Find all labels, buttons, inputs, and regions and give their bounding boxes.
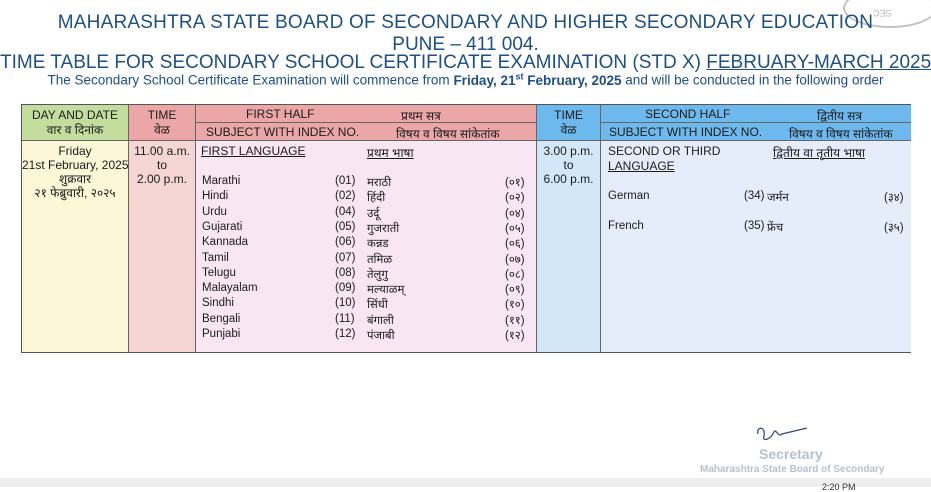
subject-code: (05) [335, 220, 356, 233]
subject-code: (11) [335, 312, 355, 325]
day-header [22, 105, 128, 141]
subject-code-mr: (११) [505, 314, 525, 327]
secretary-stamp: Secretary [759, 446, 823, 462]
date-mr: २१ फेब्रुवारी, २०२५ [34, 186, 116, 200]
subject-row [196, 297, 536, 312]
subject-code: (34) [744, 190, 765, 202]
subject-name: German [608, 190, 650, 202]
time1-header-mr: वेळ [154, 123, 170, 137]
day-column [22, 105, 129, 352]
first-half-sub-mr: विषय व विषय सांकेतांक [396, 127, 500, 141]
subject-name: Malayalam [202, 282, 258, 295]
second-half-sub-en: SUBJECT WITH INDEX NO. [609, 125, 763, 139]
time2-till: 6.00 p.m. [543, 172, 594, 186]
subject-code: (35) [744, 220, 765, 232]
day-header-en: DAY AND DATE [31, 108, 119, 122]
second-language-heading-en-2: LANGUAGE [608, 159, 675, 173]
subject-name-mr: जर्मन [767, 192, 789, 204]
subject-code: (01) [335, 175, 356, 187]
subject-row [196, 313, 536, 328]
first-half-column [196, 105, 537, 352]
first-half-title-mr: प्रथम सत्र [401, 109, 441, 123]
day-mr: शुक्रवार [58, 172, 92, 186]
exam-session: FEBRUARY-MARCH 2025 [706, 52, 931, 73]
subject-name: French [608, 220, 644, 232]
second-half-title-en: SECOND HALF [645, 107, 731, 121]
second-half-title-row [601, 105, 911, 123]
subject-row [196, 267, 536, 282]
subject-code: (06) [335, 236, 356, 249]
time1-header-en: TIME [147, 108, 177, 122]
first-language-heading-en: FIRST LANGUAGE [201, 144, 306, 158]
time1-till: 2.00 p.m. [136, 172, 188, 186]
subject-name: Punjabi [202, 328, 241, 340]
subject-code-mr: (१२) [505, 330, 525, 342]
subject-row [196, 221, 536, 236]
taskbar-clock[interactable]: 2:20 PM [822, 482, 856, 492]
second-language-heading-en-1: SECOND OR THIRD [608, 144, 721, 158]
subject-code-mr: (०२) [505, 192, 525, 205]
subject-row [196, 190, 536, 205]
subject-row [196, 236, 536, 251]
subject-code: (10) [335, 297, 356, 310]
subject-code: (12) [335, 328, 356, 340]
subject-name-mr: हिंदी [367, 192, 386, 205]
subject-name-mr: तमिळ [367, 253, 393, 266]
subject-name-mr: मराठी [367, 177, 392, 189]
note-sup: st [515, 71, 524, 81]
subject-code-mr: (०५) [505, 222, 525, 235]
subject-row [196, 328, 536, 343]
time2-cell [537, 144, 600, 186]
taskbar-strip [0, 478, 931, 492]
note-pre: The Secondary School Certificate Examination will commence from [47, 72, 454, 88]
subject-name-mr: फ्रेंच [767, 222, 784, 234]
subject-name-mr: गुजराती [367, 222, 400, 235]
second-half-title-mr: द्वितीय सत्र [817, 109, 862, 123]
subject-name: Telugu [202, 266, 236, 279]
time1-cell [129, 144, 195, 186]
secretary-signature [752, 422, 812, 446]
subject-row [601, 220, 911, 235]
subject-code: (08) [335, 266, 356, 279]
subject-name: Marathi [202, 175, 241, 187]
time2-header-en: TIME [554, 108, 583, 122]
subject-code: (07) [335, 251, 356, 264]
first-half-title-en: FIRST HALF [246, 107, 315, 121]
timetable [21, 104, 911, 353]
subject-code-mr: (०८) [505, 268, 525, 281]
subject-code-mr: (०४) [505, 207, 525, 220]
subject-name-mr: बंगाली [367, 314, 394, 327]
time1-from: 11.00 a.m. [134, 144, 190, 158]
time2-header [537, 105, 600, 141]
subject-row [196, 282, 536, 297]
date-en: 21st February, 2025 [22, 158, 129, 172]
note-day: Friday, 21 [453, 72, 516, 88]
subject-code-mr: (०१) [505, 177, 525, 189]
subject-row [196, 252, 536, 267]
subject-code-mr: (१०) [505, 299, 525, 312]
subject-name-mr: कन्नड [367, 238, 389, 251]
day-cell [22, 144, 128, 200]
subject-row [196, 175, 536, 190]
time2-to: to [563, 158, 574, 172]
subject-row [601, 190, 911, 205]
subject-name-mr: मल्याळम् [367, 284, 405, 297]
day-en: Friday [58, 144, 92, 158]
board-title: MAHARASHTRA STATE BOARD OF SECONDARY AND HIGHER SECONDARY EDUCATION [57, 12, 874, 33]
first-half-title-row [196, 105, 536, 123]
time2-from: 3.00 p.m. [543, 144, 594, 158]
second-half-column [601, 105, 911, 352]
commencement-note [0, 71, 931, 88]
subject-code-mr: (०७) [505, 253, 525, 266]
subject-name-mr: तेलुगु [367, 268, 388, 281]
subject-name: Bengali [202, 312, 241, 325]
note-date: February, 2025 [523, 72, 622, 88]
time2-column [537, 105, 601, 352]
subject-name-mr: पंजाबी [367, 330, 395, 342]
subject-name: Sindhi [202, 297, 234, 310]
subject-name: Urdu [202, 205, 227, 218]
subject-code-mr: (०९) [505, 284, 525, 297]
board-stamp: Maharashtra State Board of Secondary [700, 464, 885, 475]
subject-code: (02) [335, 190, 356, 203]
board-address: PUNE – 411 004. [392, 34, 539, 55]
subject-name-mr: उर्दू [367, 207, 380, 220]
subject-name-mr: सिंधी [367, 299, 388, 312]
time1-column [129, 105, 196, 352]
note-post: and will be conducted in the following order [621, 72, 884, 88]
time1-to: to [156, 158, 167, 172]
second-half-sub-row [601, 123, 911, 141]
subject-name: Hindi [202, 190, 229, 203]
subject-name: Kannada [202, 236, 249, 249]
subject-row [196, 206, 536, 221]
time1-header [129, 105, 195, 141]
second-language-heading-mr: द्वितीय वा तृतीय भाषा [773, 146, 866, 160]
subject-code-mr: (३५) [884, 222, 904, 234]
day-header-mr: वार व दिनांक [46, 123, 104, 137]
subject-code: (04) [335, 205, 356, 218]
subject-name: Tamil [202, 251, 229, 264]
first-language-heading-mr: प्रथम भाषा [367, 146, 414, 160]
timetable-title-main: TIME TABLE FOR SECONDARY SCHOOL CERTIFICATE EXAMINATION (STD X) [0, 52, 707, 73]
subject-name: Gujarati [202, 220, 243, 233]
first-half-sub-en: SUBJECT WITH INDEX NO. [206, 125, 360, 139]
subject-code-mr: (३४) [884, 192, 904, 204]
first-half-sub-row [196, 123, 536, 141]
subject-code: (09) [335, 282, 356, 295]
seal-text: SEC [873, 8, 892, 18]
second-half-sub-mr: विषय व विषय सांकेतांक [789, 127, 893, 141]
subject-code-mr: (०६) [505, 238, 525, 251]
note-start-date [453, 73, 621, 88]
time2-header-mr: वेळ [560, 123, 577, 137]
